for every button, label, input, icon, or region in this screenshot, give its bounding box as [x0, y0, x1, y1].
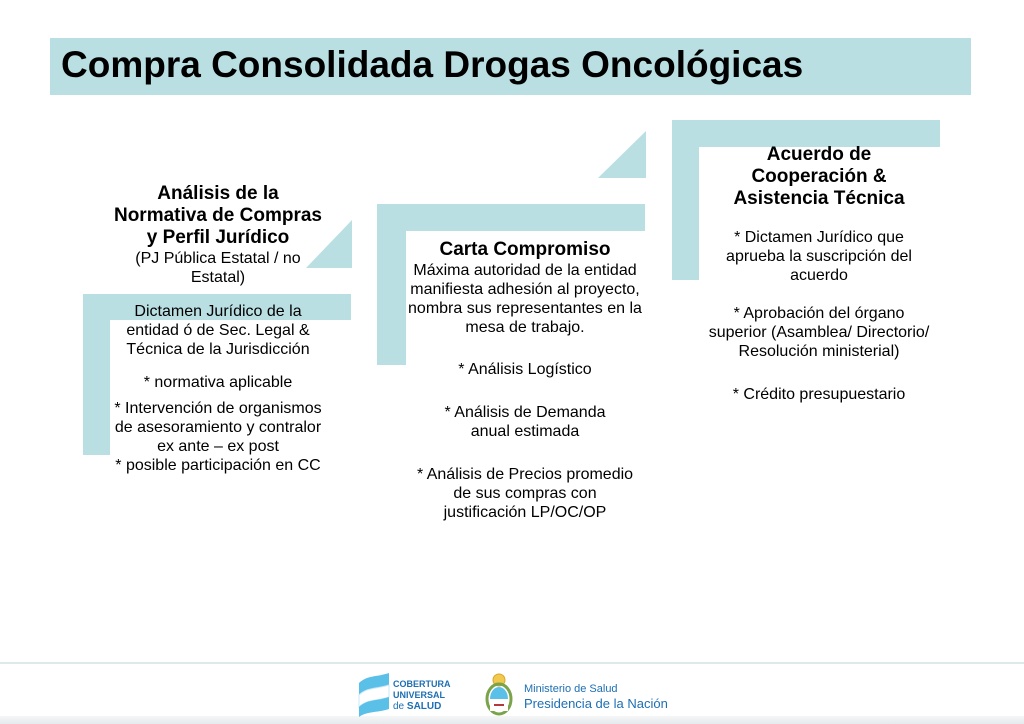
step-1-line: * normativa aplicable: [143, 374, 293, 391]
step-1-line: * posible participación en CC: [115, 457, 321, 474]
step-2-line: * Análisis de Demanda anual estimada: [444, 404, 606, 440]
step-2-text: [408, 239, 642, 522]
step-1-heading: Análisis de la Normativa de Compras y Perfil Jurídico: [113, 183, 322, 248]
step-2-line: * Análisis Logístico: [458, 361, 592, 378]
step-2-arrow-tip: [598, 131, 646, 178]
step-3-bracket-side: [672, 120, 699, 280]
cobertura-line3-prefix: de: [393, 701, 407, 712]
title-bar: [50, 38, 971, 95]
step-3-bracket-top: [672, 120, 940, 147]
step-3-text: [703, 144, 935, 404]
coat-of-arms-icon: [482, 672, 516, 716]
step-1-text: [112, 183, 324, 475]
step-2-line: * Análisis de Precios promedio de sus compras con justificación LP/OC/OP: [416, 466, 634, 521]
ministerio-line2: Presidencia de la Nación: [524, 696, 668, 711]
cobertura-line3: [393, 701, 441, 712]
step-1-bracket-side: [83, 294, 110, 455]
cobertura-line1: COBERTURA: [393, 679, 451, 689]
step-2-bracket-top: [377, 204, 645, 231]
footer-divider: [0, 662, 1024, 664]
step-3-line: * Dictamen Jurídico que aprueba la suscripción del acuerdo: [726, 229, 912, 284]
step-1-line: * Intervención de organismos de asesoramiento y contralor ex ante – ex post: [114, 400, 322, 455]
step-2-bracket-side: [377, 204, 406, 365]
step-3-line: * Aprobación del órgano superior (Asamblea/ Directorio/ Resolución ministerial): [708, 305, 930, 360]
cobertura-line3-bold: SALUD: [406, 701, 442, 712]
cobertura-line2: UNIVERSAL: [393, 690, 446, 700]
step-1-line: Dictamen Jurídico de la entidad ó de Sec. Legal & Técnica de la Jurisdicción: [126, 303, 310, 358]
ministerio-salud-logo: [482, 672, 682, 716]
flag-wave-icon: [357, 671, 391, 717]
step-2-subheading: Máxima autoridad de la entidad manifiesta adhesión al proyecto, nombra sus representantes en la mesa de trabajo.: [408, 262, 642, 336]
ministerio-line1: Ministerio de Salud: [524, 683, 618, 695]
footer-band: [0, 716, 1024, 724]
step-2-heading: Carta Compromiso: [439, 239, 611, 260]
cobertura-universal-logo: [357, 671, 457, 717]
step-3-line: * Crédito presupuestario: [732, 386, 906, 403]
page-title: Compra Consolidada Drogas Oncológicas: [61, 44, 804, 85]
step-3-heading: Acuerdo de Cooperación & Asistencia Técnica: [733, 144, 905, 209]
step-1-subheading: (PJ Pública Estatal / no Estatal): [135, 250, 301, 286]
